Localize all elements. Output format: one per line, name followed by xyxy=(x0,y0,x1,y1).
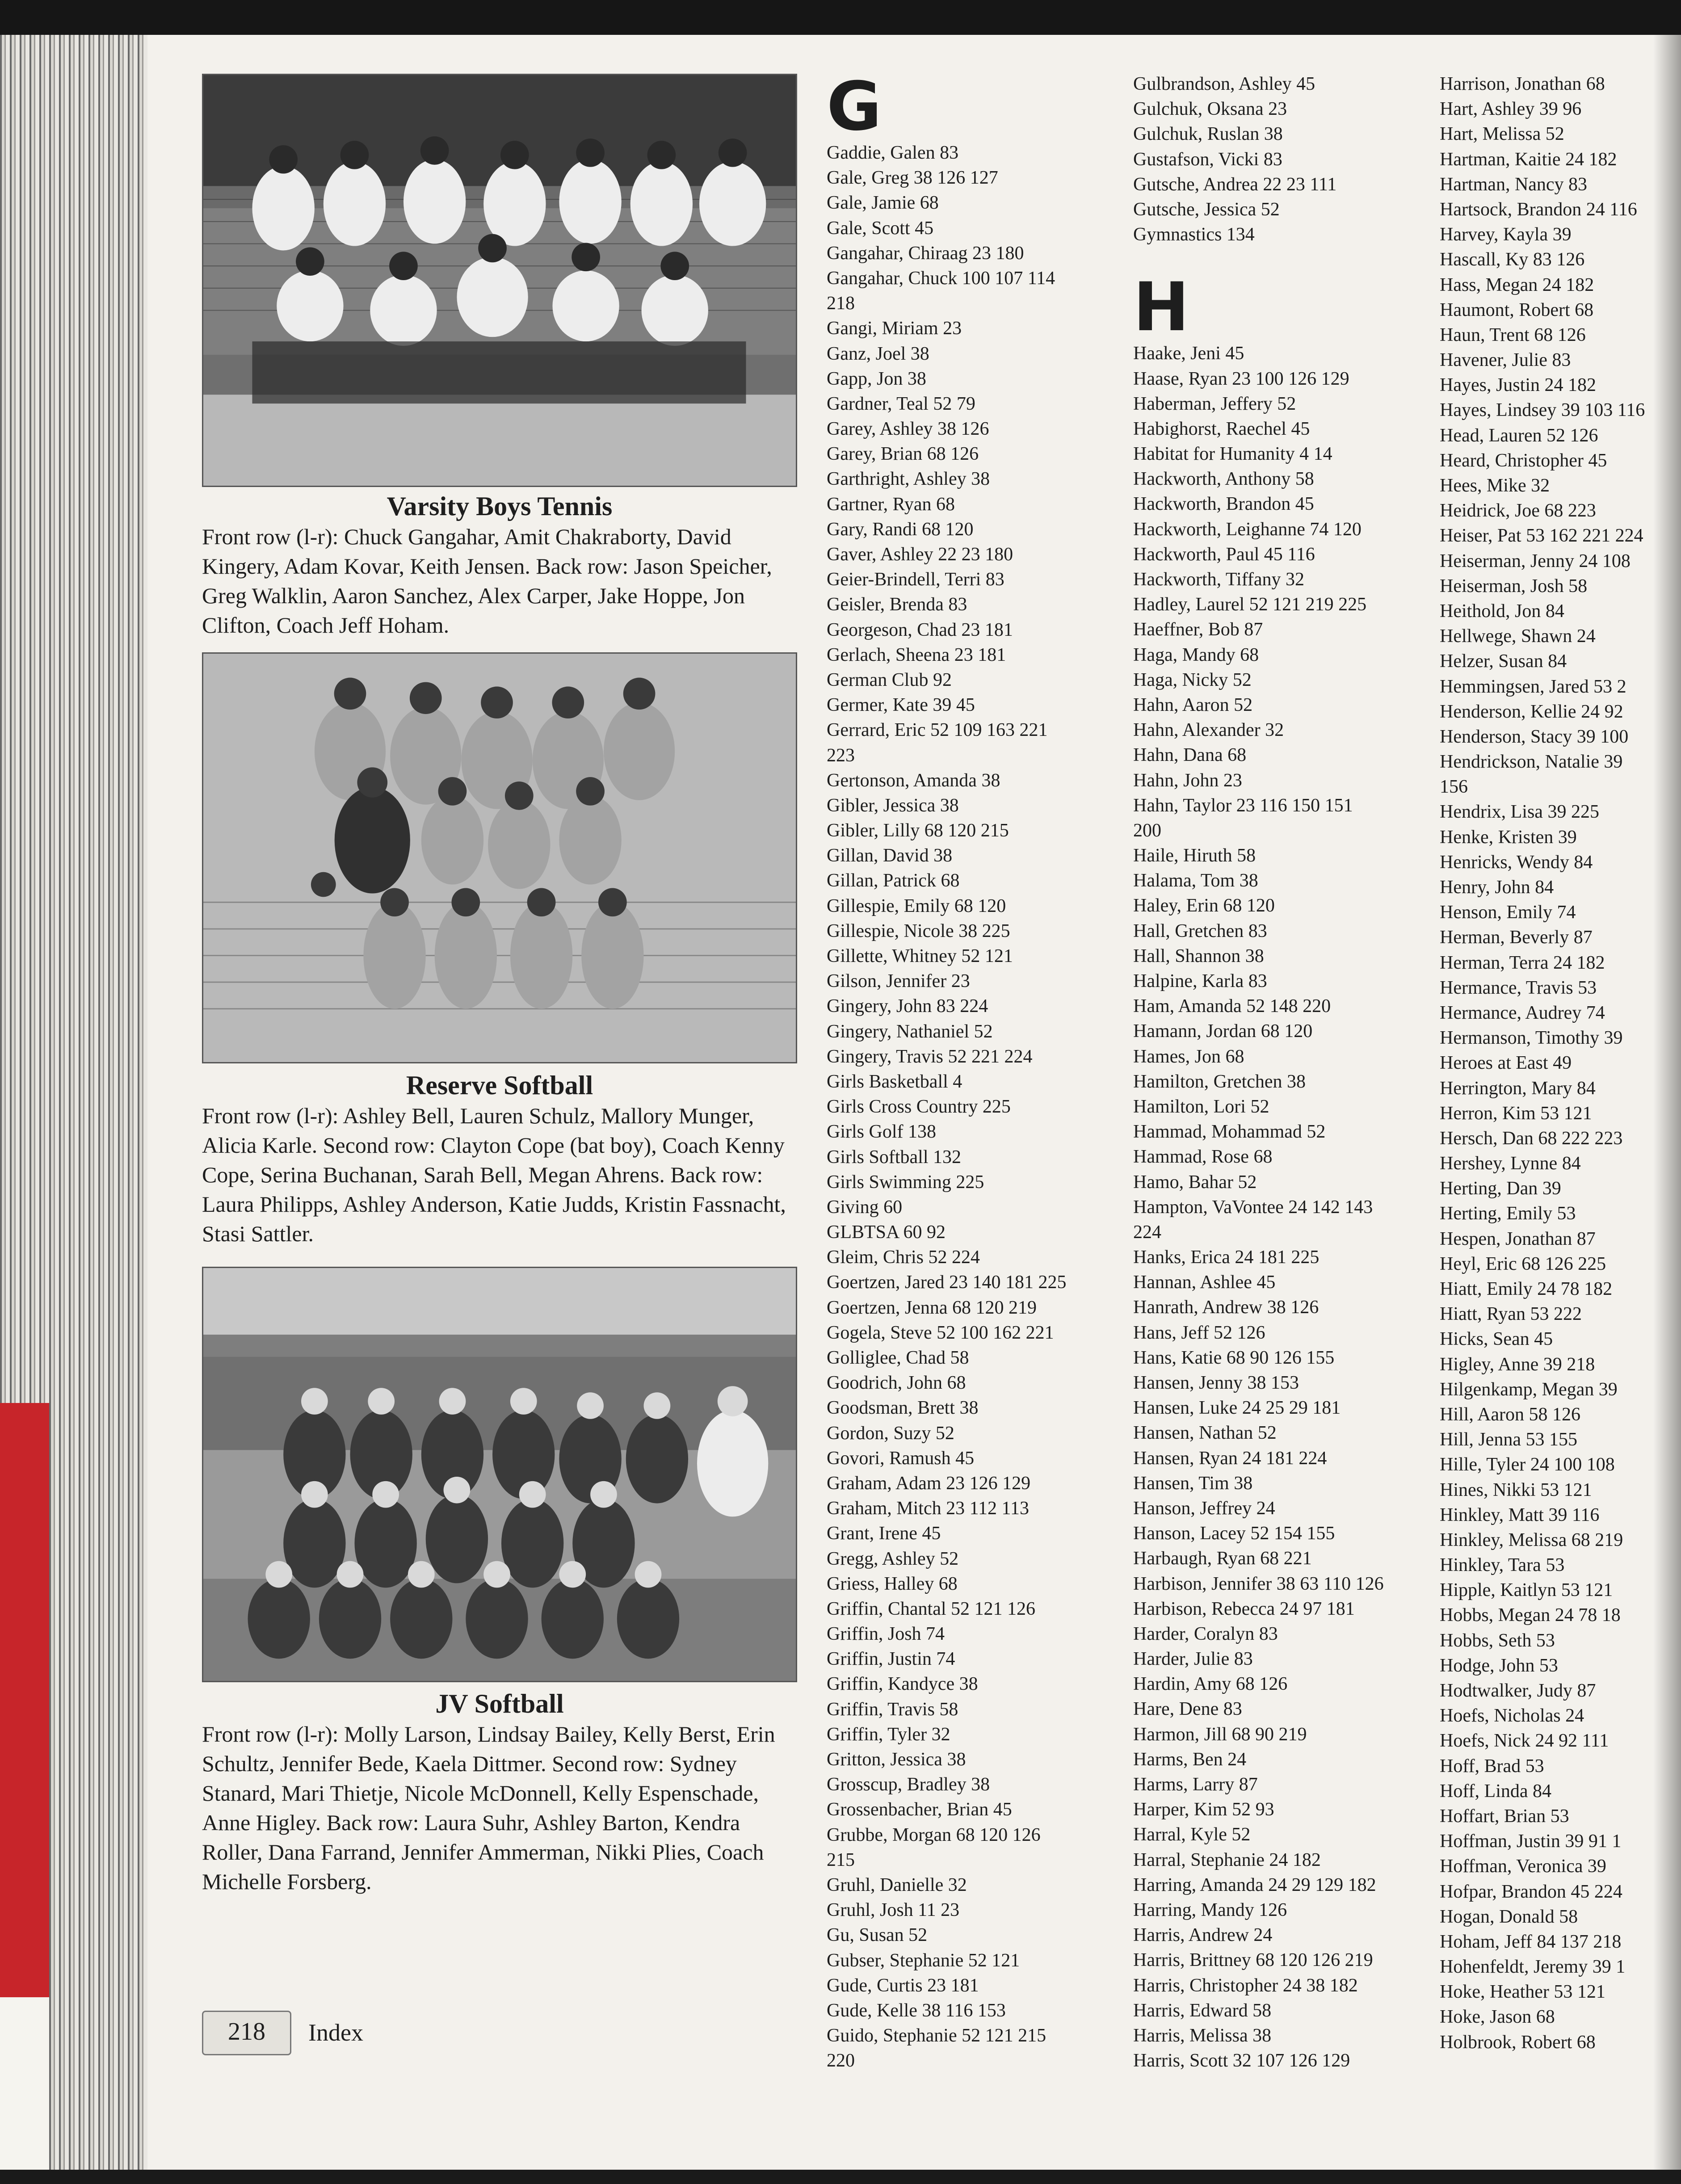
index-entry: Griffin, Justin 74 xyxy=(827,1649,955,1670)
index-entry: Hipple, Kaitlyn 53 121 xyxy=(1440,1580,1613,1601)
index-entry: Hartman, Kaitie 24 182 xyxy=(1440,149,1617,170)
index-entry: Higley, Anne 39 218 xyxy=(1440,1354,1595,1375)
index-entry: Harring, Mandy 126 xyxy=(1133,1899,1287,1920)
index-entry: Havener, Julie 83 xyxy=(1440,350,1571,371)
index-entry: Henderson, Kellie 24 92 xyxy=(1440,701,1623,722)
index-entry: Hamilton, Lori 52 xyxy=(1133,1096,1269,1117)
index-entry: Heroes at East 49 xyxy=(1440,1053,1572,1074)
index-entry: Gutsche, Andrea 22 23 111 xyxy=(1133,174,1337,195)
index-entry: Gangi, Miriam 23 xyxy=(827,318,962,339)
index-entry: Halpine, Karla 83 xyxy=(1133,971,1267,991)
index-entry: Harms, Larry 87 xyxy=(1133,1774,1258,1795)
index-entry: Heiser, Pat 53 162 221 224 xyxy=(1440,525,1643,546)
index-entry: Hammad, Mohammad 52 xyxy=(1133,1121,1326,1142)
reserve-softball-photo xyxy=(202,652,797,1063)
index-entry: Gale, Greg 38 126 127 xyxy=(827,168,998,189)
index-entry: Hinkley, Matt 39 116 xyxy=(1440,1504,1600,1525)
index-entry: Heithold, Jon 84 xyxy=(1440,601,1564,622)
index-entry: Gillespie, Emily 68 120 xyxy=(827,895,1006,916)
index-entry: Hoff, Linda 84 xyxy=(1440,1781,1552,1802)
scan-bottom-edge xyxy=(0,2170,1681,2184)
index-entry: Haga, Mandy 68 xyxy=(1133,644,1259,665)
photo-caption-text: Front row (l-r): Chuck Gangahar, Amit Chakraborty, David Kingery, Adam Kovar, Keith Jensen. Back row: Jason Speicher, Greg Walklin, Aaron Sanchez, Alex Carper, Jake Hoppe, Jon Clifton, Coach Jeff Hoham. xyxy=(202,524,772,638)
index-entry: Gibler, Jessica 38 xyxy=(827,795,959,816)
index-entry: Hespen, Jonathan 87 xyxy=(1440,1228,1596,1249)
photo-caption-title: JV Softball xyxy=(435,1689,564,1718)
index-entry: Hogan, Donald 58 xyxy=(1440,1906,1578,1927)
index-entry: Hobbs, Megan 24 78 18 xyxy=(1440,1605,1621,1626)
index-entry: Hellwege, Shawn 24 xyxy=(1440,626,1596,647)
page-number-badge xyxy=(202,2011,291,2055)
index-entry: Hackworth, Brandon 45 xyxy=(1133,494,1314,515)
index-entry: Hees, Mike 32 xyxy=(1440,475,1550,496)
index-entry: Gregg, Ashley 52 xyxy=(827,1548,959,1569)
index-entry: Hamilton, Gretchen 38 xyxy=(1133,1071,1306,1092)
index-entry: 218 xyxy=(827,293,855,314)
index-entry: Grubbe, Morgan 68 120 126 xyxy=(827,1824,1041,1845)
index-entry: Georgeson, Chad 23 181 xyxy=(827,619,1013,640)
index-entry: Girls Cross Country 225 xyxy=(827,1096,1011,1117)
index-entry: Hendrix, Lisa 39 225 xyxy=(1440,802,1599,823)
index-entry: Hartman, Nancy 83 xyxy=(1440,174,1588,195)
index-entry: Heyl, Eric 68 126 225 xyxy=(1440,1253,1606,1274)
index-entry: Gulbrandson, Ashley 45 xyxy=(1133,74,1315,94)
section-letter-heading: G xyxy=(827,68,882,146)
index-entry: Herron, Kim 53 121 xyxy=(1440,1103,1592,1124)
index-entry: Haumont, Robert 68 xyxy=(1440,299,1594,320)
index-entry: 200 xyxy=(1133,820,1161,841)
index-entry: Hayes, Lindsey 39 103 116 xyxy=(1440,400,1645,421)
index-entry: Harbison, Rebecca 24 97 181 xyxy=(1133,1598,1355,1619)
index-entry: Gaddie, Galen 83 xyxy=(827,143,959,163)
index-entry: Hansen, Ryan 24 181 224 xyxy=(1133,1448,1327,1469)
index-entry: 223 xyxy=(827,745,855,766)
index-entry: Gogela, Steve 52 100 162 221 xyxy=(827,1322,1054,1343)
index-entry: Gleim, Chris 52 224 xyxy=(827,1247,980,1268)
white-cover-strip xyxy=(0,1997,49,2170)
index-entry: Hahn, John 23 xyxy=(1133,770,1242,791)
index-entry: Helzer, Susan 84 xyxy=(1440,651,1567,672)
index-entry: Garthright, Ashley 38 xyxy=(827,469,990,490)
index-entry: 224 xyxy=(1133,1222,1161,1243)
index-entry: Haile, Hiruth 58 xyxy=(1133,845,1256,866)
index-entry: Heiserman, Jenny 24 108 xyxy=(1440,550,1631,571)
index-entry: Hersch, Dan 68 222 223 xyxy=(1440,1128,1623,1149)
index-entry: Hahn, Dana 68 xyxy=(1133,745,1247,766)
index-entry: Henderson, Stacy 39 100 xyxy=(1440,726,1629,747)
index-entry: Gaver, Ashley 22 23 180 xyxy=(827,544,1013,565)
index-entry: Gubser, Stephanie 52 121 xyxy=(827,1950,1020,1971)
index-entry: Haberman, Jeffery 52 xyxy=(1133,393,1296,414)
index-entry: Harder, Julie 83 xyxy=(1133,1649,1253,1670)
index-entry: Haase, Ryan 23 100 126 129 xyxy=(1133,368,1349,389)
index-entry: Gillan, Patrick 68 xyxy=(827,870,960,891)
index-entry: Hadley, Laurel 52 121 219 225 xyxy=(1133,594,1367,615)
index-entry: Gritton, Jessica 38 xyxy=(827,1749,966,1770)
index-entry: Henricks, Wendy 84 xyxy=(1440,852,1593,873)
index-entry: Hansen, Tim 38 xyxy=(1133,1473,1253,1494)
red-cover-strip xyxy=(0,1403,49,1997)
index-entry: Hampton, VaVontee 24 142 143 xyxy=(1133,1197,1373,1218)
index-entry: Hiatt, Emily 24 78 182 xyxy=(1440,1279,1613,1299)
index-entry: 220 xyxy=(827,2050,855,2071)
index-column-1 xyxy=(827,68,1067,2073)
index-entry: Hermance, Audrey 74 xyxy=(1440,1002,1605,1023)
index-entry: Hackworth, Tiffany 32 xyxy=(1133,569,1305,590)
index-entry: Hare, Dene 83 xyxy=(1133,1699,1242,1720)
index-entry: Hart, Ashley 39 96 xyxy=(1440,99,1582,120)
index-entry: Henry, John 84 xyxy=(1440,877,1554,898)
index-entry: Haeffner, Bob 87 xyxy=(1133,619,1263,640)
index-entry: Gale, Scott 45 xyxy=(827,218,934,239)
index-entry: Hoffman, Veronica 39 xyxy=(1440,1856,1606,1877)
index-entry: Gillespie, Nicole 38 225 xyxy=(827,920,1010,941)
index-entry: Hart, Melissa 52 xyxy=(1440,124,1564,145)
index-entry: Hodge, John 53 xyxy=(1440,1655,1558,1676)
index-entry: Gruhl, Josh 11 23 xyxy=(827,1900,960,1921)
index-entry: Gardner, Teal 52 79 xyxy=(827,393,975,414)
index-entry: Hackworth, Paul 45 116 xyxy=(1133,544,1315,565)
section-label: Index xyxy=(308,2019,363,2046)
index-entry: Griffin, Tyler 32 xyxy=(827,1724,950,1745)
index-entry: Haun, Trent 68 126 xyxy=(1440,324,1586,345)
index-entry: Harrison, Jonathan 68 xyxy=(1440,74,1605,94)
index-entry: Gymnastics 134 xyxy=(1133,224,1255,245)
index-entry: Hans, Jeff 52 126 xyxy=(1133,1322,1265,1343)
index-entry: Heidrick, Joe 68 223 xyxy=(1440,500,1596,521)
index-entry: Griess, Halley 68 xyxy=(827,1573,958,1594)
index-entry: Hansen, Luke 24 25 29 181 xyxy=(1133,1398,1341,1419)
index-entry: Hohenfeldt, Jeremy 39 1 xyxy=(1440,1957,1626,1978)
index-entry: Hoffman, Justin 39 91 1 xyxy=(1440,1831,1622,1852)
index-entry: Hamann, Jordan 68 120 xyxy=(1133,1021,1313,1042)
index-entry: Hackworth, Leighanne 74 120 xyxy=(1133,519,1362,540)
index-entry: Hayes, Justin 24 182 xyxy=(1440,375,1596,396)
index-entry: Gingery, Travis 52 221 224 xyxy=(827,1046,1033,1067)
index-entry: Harbison, Jennifer 38 63 110 126 xyxy=(1133,1573,1384,1594)
index-entry: Gerrard, Eric 52 109 163 221 xyxy=(827,720,1048,741)
index-entry: Henson, Emily 74 xyxy=(1440,902,1576,923)
index-entry: Hoke, Jason 68 xyxy=(1440,2007,1555,2028)
index-entry: Harring, Amanda 24 29 129 182 xyxy=(1133,1874,1376,1895)
index-entry: Gangahar, Chiraag 23 180 xyxy=(827,243,1024,264)
index-entry: Grosscup, Bradley 38 xyxy=(827,1774,990,1795)
index-entry: Griffin, Chantal 52 121 126 xyxy=(827,1598,1036,1619)
index-entry: Hames, Jon 68 xyxy=(1133,1046,1244,1067)
index-entry: Hilgenkamp, Megan 39 xyxy=(1440,1379,1618,1400)
index-entry: Gingery, John 83 224 xyxy=(827,996,988,1017)
index-entry: Harris, Edward 58 xyxy=(1133,2000,1272,2021)
index-entry: Harms, Ben 24 xyxy=(1133,1749,1247,1770)
index-entry: Geier-Brindell, Terri 83 xyxy=(827,569,1004,590)
index-entry: Gerlach, Sheena 23 181 xyxy=(827,644,1006,665)
index-entry: Head, Lauren 52 126 xyxy=(1440,425,1598,446)
index-entry: Hill, Aaron 58 126 xyxy=(1440,1404,1580,1425)
index-entry: Gulchuk, Ruslan 38 xyxy=(1133,124,1283,145)
index-entry: Graham, Mitch 23 112 113 xyxy=(827,1498,1029,1519)
index-entry: Hoefs, Nicholas 24 xyxy=(1440,1705,1584,1726)
jv-softball-photo xyxy=(202,1267,797,1682)
index-entry: Hicks, Sean 45 xyxy=(1440,1329,1553,1350)
index-entry: Hackworth, Anthony 58 xyxy=(1133,469,1314,490)
index-entry: Harvey, Kayla 39 xyxy=(1440,224,1572,245)
index-entry: Hall, Shannon 38 xyxy=(1133,945,1264,966)
index-entry: Ham, Amanda 52 148 220 xyxy=(1133,996,1331,1017)
photo-caption-text: Front row (l-r): Ashley Bell, Lauren Schulz, Mallory Munger, Alicia Karle. Second row: Clayton Cope (bat boy), Coach Kenny Cope, Serina Buchanan, Sarah Bell, Megan Ahrens. Back row: Laura Philipps, Ashley Anderson, Katie Judds, Kristin Fassnacht, Stasi Sattler. xyxy=(202,1103,786,1246)
index-column-2 xyxy=(1133,71,1384,2073)
index-entry: Herting, Emily 53 xyxy=(1440,1203,1576,1224)
index-entry: Gulchuk, Oksana 23 xyxy=(1133,99,1287,120)
index-entry: Hemmingsen, Jared 53 2 xyxy=(1440,676,1626,697)
index-entry: Hamo, Bahar 52 xyxy=(1133,1172,1257,1193)
index-entry: Gangahar, Chuck 100 107 114 xyxy=(827,268,1055,289)
index-entry: Harper, Kim 52 93 xyxy=(1133,1799,1274,1820)
index-entry: Herting, Dan 39 xyxy=(1440,1178,1561,1199)
index-entry: Goertzen, Jared 23 140 181 225 xyxy=(827,1272,1067,1293)
index-entry: Golliglee, Chad 58 xyxy=(827,1348,969,1368)
index-entry: Hoff, Brad 53 xyxy=(1440,1756,1544,1777)
index-entry: Hobbs, Seth 53 xyxy=(1440,1630,1555,1651)
index-entry: Girls Basketball 4 xyxy=(827,1071,962,1092)
index-entry: Hoffart, Brian 53 xyxy=(1440,1806,1569,1827)
page-curl-shadow xyxy=(1653,35,1681,2170)
index-entry: Geisler, Brenda 83 xyxy=(827,594,967,615)
index-entry: Hille, Tyler 24 100 108 xyxy=(1440,1454,1615,1475)
index-entry: Hofpar, Brandon 45 224 xyxy=(1440,1881,1622,1902)
index-entry: Graham, Adam 23 126 129 xyxy=(827,1473,1031,1494)
index-entry: Gustafson, Vicki 83 xyxy=(1133,149,1282,170)
index-entry: Hass, Megan 24 182 xyxy=(1440,274,1594,295)
index-entry: Harral, Kyle 52 xyxy=(1133,1824,1251,1845)
index-entry: Hoefs, Nick 24 92 111 xyxy=(1440,1730,1609,1751)
index-entry: Hartsock, Brandon 24 116 xyxy=(1440,199,1637,220)
index-entry: Girls Softball 132 xyxy=(827,1147,961,1168)
index-column-3 xyxy=(1440,71,1645,2055)
index-entry: Hanson, Jeffrey 24 xyxy=(1133,1498,1275,1519)
scan-top-edge xyxy=(0,0,1681,35)
index-entry: Griffin, Kandyce 38 xyxy=(827,1674,978,1695)
index-entry: Hanks, Erica 24 181 225 xyxy=(1133,1247,1320,1268)
index-entry: Hans, Katie 68 90 126 155 xyxy=(1133,1347,1335,1368)
index-entry: Harder, Coralyn 83 xyxy=(1133,1623,1278,1644)
index-entry: Hansen, Jenny 38 153 xyxy=(1133,1373,1299,1393)
index-entry: Girls Swimming 225 xyxy=(827,1172,984,1193)
index-entry: Herman, Terra 24 182 xyxy=(1440,952,1605,973)
index-entry: Gutsche, Jessica 52 xyxy=(1133,199,1280,220)
index-entry: Gude, Kelle 38 116 153 xyxy=(827,2000,1006,2021)
index-entry: Gruhl, Danielle 32 xyxy=(827,1874,967,1895)
index-entry: Haake, Jeni 45 xyxy=(1133,343,1244,364)
index-entry: Gale, Jamie 68 xyxy=(827,193,939,214)
photo-caption-text: Front row (l-r): Molly Larson, Lindsay Bailey, Kelly Berst, Erin Schultz, Jennifer Bede, Kaela Dittmer. Second row: Sydney Stanard, Mari Thietje, Nicole McDonnell, Kelly Espenschade, Anne Higley. Back row: Laura Suhr, Ashley Barton, Kendra Roller, Dana Farrand, Jennifer Ammerman, Nikki Plies, Coach Michelle Forsberg. xyxy=(202,1722,775,1894)
index-entry: Hammad, Rose 68 xyxy=(1133,1147,1273,1168)
index-entry: Harris, Christopher 24 38 182 xyxy=(1133,1975,1358,1996)
index-entry: Herrington, Mary 84 xyxy=(1440,1078,1596,1099)
index-entry: Grant, Irene 45 xyxy=(827,1523,941,1544)
index-entry: Hanson, Lacey 52 154 155 xyxy=(1133,1523,1335,1544)
index-entry: Hermance, Travis 53 xyxy=(1440,977,1597,998)
index-entry: Girls Golf 138 xyxy=(827,1121,936,1142)
index-entry: Heiserman, Josh 58 xyxy=(1440,575,1588,596)
index-entry: Haley, Erin 68 120 xyxy=(1133,895,1275,916)
index-entry: Harral, Stephanie 24 182 xyxy=(1133,1849,1321,1870)
index-entry: Hill, Jenna 53 155 xyxy=(1440,1429,1577,1450)
index-entry: Hershey, Lynne 84 xyxy=(1440,1153,1581,1174)
page-number: 218 xyxy=(228,2018,265,2045)
index-entry: Harris, Brittney 68 120 126 219 xyxy=(1133,1950,1373,1971)
index-entry: Griffin, Josh 74 xyxy=(827,1624,945,1645)
index-entry: Hardin, Amy 68 126 xyxy=(1133,1674,1288,1695)
index-entry: Gilson, Jennifer 23 xyxy=(827,971,970,992)
index-entry: Hinkley, Tara 53 xyxy=(1440,1555,1565,1576)
index-entry: Halama, Tom 38 xyxy=(1133,870,1258,891)
index-entry: Goodsman, Brett 38 xyxy=(827,1398,979,1419)
index-entry: Hoham, Jeff 84 137 218 xyxy=(1440,1931,1622,1952)
index-entry: Gertonson, Amanda 38 xyxy=(827,770,1000,791)
index-entry: Holbrook, Robert 68 xyxy=(1440,2032,1596,2053)
index-entry: Govori, Ramush 45 xyxy=(827,1448,975,1469)
index-entry: Harris, Andrew 24 xyxy=(1133,1925,1273,1946)
index-entry: Hermanson, Timothy 39 xyxy=(1440,1028,1623,1049)
index-entry: Hiatt, Ryan 53 222 xyxy=(1440,1304,1582,1325)
index-entry: Grossenbacher, Brian 45 xyxy=(827,1799,1012,1820)
index-entry: 156 xyxy=(1440,777,1468,798)
index-entry: Gary, Randi 68 120 xyxy=(827,519,974,540)
index-entry: Hodtwalker, Judy 87 xyxy=(1440,1680,1596,1701)
index-entry: Hanrath, Andrew 38 126 xyxy=(1133,1297,1319,1318)
index-entry: Giving 60 xyxy=(827,1197,903,1218)
index-entry: Harbaugh, Ryan 68 221 xyxy=(1133,1548,1312,1569)
index-entry: Hall, Gretchen 83 xyxy=(1133,920,1267,941)
index-entry: Gibler, Lilly 68 120 215 xyxy=(827,820,1009,841)
index-entry: Hansen, Nathan 52 xyxy=(1133,1423,1277,1444)
index-entry: Hines, Nikki 53 121 xyxy=(1440,1479,1592,1500)
index-entry: Gartner, Ryan 68 xyxy=(827,494,955,515)
index-entry: Guido, Stephanie 52 121 215 xyxy=(827,2025,1046,2046)
photo-caption-title: Reserve Softball xyxy=(406,1071,593,1100)
index-entry: Gillette, Whitney 52 121 xyxy=(827,946,1013,966)
index-entry: Goertzen, Jenna 68 120 219 xyxy=(827,1297,1037,1318)
section-letter-heading: H xyxy=(1133,269,1189,347)
index-entry: Hascall, Ky 83 126 xyxy=(1440,249,1585,270)
index-entry: Goodrich, John 68 xyxy=(827,1373,966,1394)
index-entry: Gordon, Suzy 52 xyxy=(827,1423,954,1444)
index-entry: Henke, Kristen 39 xyxy=(1440,827,1577,848)
index-entry: GLBTSA 60 92 xyxy=(827,1222,946,1243)
index-entry: Habighorst, Raechel 45 xyxy=(1133,418,1310,439)
index-entry: Gillan, David 38 xyxy=(827,845,953,866)
index-entry: Harmon, Jill 68 90 219 xyxy=(1133,1724,1307,1745)
index-entry: Hoke, Heather 53 121 xyxy=(1440,1982,1605,2003)
index-entry: Herman, Beverly 87 xyxy=(1440,927,1593,948)
index-entry: Hinkley, Melissa 68 219 xyxy=(1440,1529,1623,1550)
tennis-team-photo xyxy=(202,74,797,487)
index-entry: Gude, Curtis 23 181 xyxy=(827,1975,979,1996)
index-entry: Hahn, Alexander 32 xyxy=(1133,720,1284,741)
index-entry: Gingery, Nathaniel 52 xyxy=(827,1021,993,1042)
index-entry: Hendrickson, Natalie 39 xyxy=(1440,752,1623,773)
index-entry: Garey, Ashley 38 126 xyxy=(827,419,989,440)
index-entry: German Club 92 xyxy=(827,669,952,690)
index-entry: Griffin, Travis 58 xyxy=(827,1699,958,1720)
index-entry: Garey, Brian 68 126 xyxy=(827,444,979,465)
index-entry: Germer, Kate 39 45 xyxy=(827,695,975,716)
index-entry: Haga, Nicky 52 xyxy=(1133,669,1252,690)
index-entry: Hahn, Aaron 52 xyxy=(1133,694,1253,715)
index-entry: Habitat for Humanity 4 14 xyxy=(1133,444,1332,465)
index-entry: Ganz, Joel 38 xyxy=(827,343,929,364)
index-entry: Harris, Melissa 38 xyxy=(1133,2025,1272,2046)
index-entry: Harris, Scott 32 107 126 129 xyxy=(1133,2050,1350,2071)
index-entry: Heard, Christopher 45 xyxy=(1440,450,1607,471)
index-entry: Hannan, Ashlee 45 xyxy=(1133,1272,1276,1293)
index-entry: 215 xyxy=(827,1849,855,1870)
index-entry: Gapp, Jon 38 xyxy=(827,368,926,389)
photo-caption-title: Varsity Boys Tennis xyxy=(387,491,613,521)
index-entry: Gu, Susan 52 xyxy=(827,1925,928,1946)
index-entry: Hahn, Taylor 23 116 150 151 xyxy=(1133,795,1353,816)
